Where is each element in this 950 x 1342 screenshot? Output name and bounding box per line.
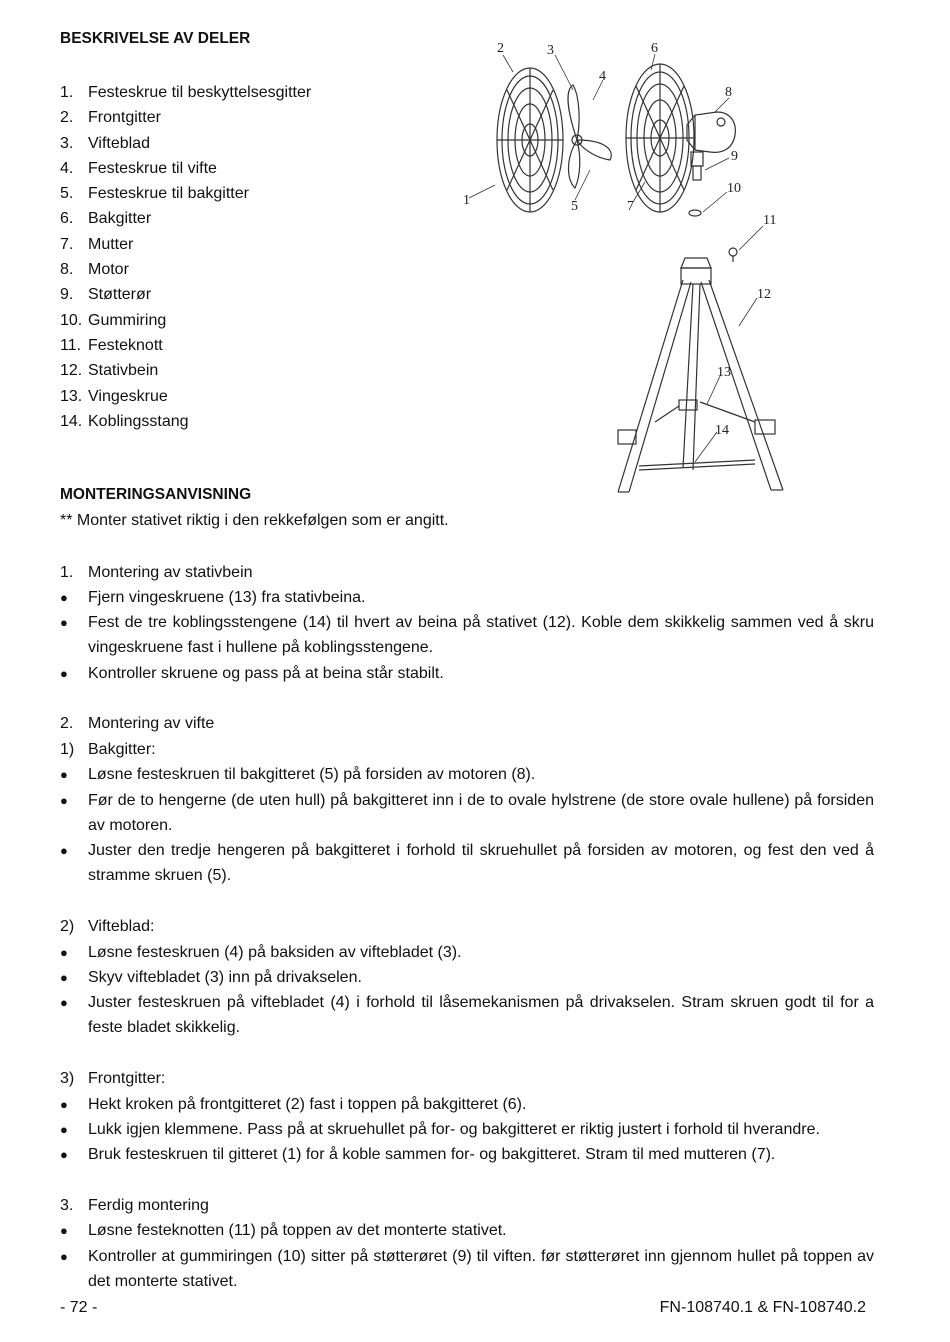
- substep-1-number: 1): [60, 741, 75, 758]
- parts-list-item: [60, 384, 311, 409]
- parts-item-label: Bakgitter: [88, 210, 152, 228]
- substep-1-title: Bakgitter:: [88, 741, 156, 758]
- bullet-marker: ●: [60, 793, 68, 808]
- bullet-marker: ●: [60, 1223, 68, 1238]
- callout-12: 12: [757, 287, 771, 302]
- callout-1: 1: [463, 193, 470, 208]
- parts-item-label: Festeskrue til bakgitter: [88, 185, 249, 203]
- callout-5: 5: [571, 199, 578, 214]
- parts-list-item: [60, 282, 311, 307]
- finish-bullet-2: Kontroller at gummiringen (10) sitter på støtterøret (9) til viften. før støtterøret inn gjennom hullet på toppen av det monterte stativet.: [88, 1248, 874, 1291]
- parts-heading: BESKRIVELSE AV DELER: [60, 30, 251, 47]
- finish-bullet-1: Løsne festeknotten (11) på toppen av det monterte stativet.: [88, 1222, 507, 1239]
- callout-8: 8: [725, 85, 732, 100]
- parts-item-number: 2.: [60, 109, 74, 127]
- front-grille-bullet-1: Hekt kroken på frontgitteret (2) fast i toppen på bakgitteret (6).: [88, 1096, 527, 1113]
- callout-10: 10: [727, 181, 741, 196]
- step-2-number: 2.: [60, 715, 74, 732]
- parts-item-label: Vingeskrue: [88, 387, 168, 405]
- bullet-marker: ●: [60, 1147, 68, 1162]
- parts-item-label: Motor: [88, 261, 129, 279]
- callout-9: 9: [731, 149, 738, 164]
- parts-item-number: 14.: [60, 412, 83, 430]
- rear-grille-bullet-2: Før de to hengerne (de uten hull) på bakgitteret inn i de to ovale hylstrene (de store ovale hullene) på forsiden av motoren.: [88, 792, 874, 835]
- page-number: - 72 -: [60, 1299, 98, 1316]
- parts-list-item: [60, 358, 311, 383]
- callout-7: 7: [627, 199, 634, 214]
- parts-item-label: Festeskrue til vifte: [88, 159, 217, 177]
- callout-14: 14: [715, 423, 729, 438]
- step-1-bullet-2: Fest de tre koblingsstengene (14) til hvert av beina på stativet (12). Koble dem skikkelig sammen ved å skru vingeskruene fast i hullene på koblingsstengene.: [88, 614, 874, 657]
- parts-list-item: [60, 156, 311, 181]
- callout-labels: [463, 41, 776, 438]
- parts-list-item: [60, 181, 311, 206]
- parts-item-number: 4.: [60, 159, 74, 177]
- parts-item-number: 7.: [60, 235, 74, 253]
- rear-grille-bullet-3: Juster den tredje hengeren på bakgitteret i forhold til skruehullet på forsiden av motoren, og fest den ved å stramme skruen (5).: [88, 842, 874, 885]
- parts-list-item: [60, 80, 311, 105]
- callout-lines: [469, 54, 763, 462]
- step-2-title: Montering av vifte: [88, 715, 215, 732]
- bullet-marker: ●: [60, 615, 68, 630]
- step-1-title: Montering av stativbein: [88, 564, 253, 581]
- callout-6: 6: [651, 41, 658, 56]
- parts-list-item: [60, 257, 311, 282]
- step-1-bullet-1: Fjern vingeskruene (13) fra stativbeina.: [88, 589, 366, 606]
- substep-2-number: 2): [60, 918, 75, 935]
- substep-3-title: Frontgitter:: [88, 1070, 166, 1087]
- bullet-marker: ●: [60, 945, 68, 960]
- parts-item-label: Støtterør: [88, 286, 152, 304]
- parts-list-item: [60, 333, 311, 358]
- substep-3-number: 3): [60, 1070, 75, 1087]
- bullet-marker: ●: [60, 1249, 68, 1264]
- knob-drawing: [729, 248, 737, 262]
- assembly-note: ** Monter stativet riktig i den rekkefølgen som er angitt.: [60, 512, 449, 529]
- parts-item-label: Mutter: [88, 235, 134, 253]
- bullet-marker: ●: [60, 767, 68, 782]
- front-grille-bullet-2: Lukk igjen klemmene. Pass på at skruehullet på for- og bakgitteret er riktig justert i forhold til hverandre.: [88, 1121, 820, 1138]
- parts-item-label: Festeskrue til beskyttelsesgitter: [88, 84, 312, 101]
- parts-item-label: Koblingsstang: [88, 412, 189, 430]
- parts-item-number: 10.: [60, 311, 83, 329]
- bullet-marker: ●: [60, 970, 68, 985]
- parts-item-number: 9.: [60, 286, 74, 304]
- callout-4: 4: [599, 69, 606, 84]
- bullet-marker: ●: [60, 995, 68, 1010]
- rubber-ring-drawing: [689, 210, 701, 216]
- parts-list-item: [60, 131, 311, 156]
- front-grille-drawing: [497, 68, 563, 212]
- substep-2-title: Vifteblad:: [88, 918, 155, 935]
- callout-11: 11: [763, 213, 777, 228]
- bullet-marker: ●: [60, 666, 68, 681]
- callout-3: 3: [547, 43, 554, 58]
- parts-item-label: Stativbein: [88, 362, 159, 380]
- parts-list-item: [60, 409, 311, 434]
- assembly-heading: MONTERINGSANVISNING: [60, 486, 252, 503]
- parts-item-number: 6.: [60, 210, 74, 228]
- fan-blade-bullet-3: Juster festeskruen på viftebladet (4) i forhold til låsemekanismen på drivakselen. Stram skruen godt til for a feste bladet skikkelig.: [88, 994, 874, 1037]
- parts-list: [60, 80, 311, 434]
- step-1-number: 1.: [60, 564, 74, 581]
- parts-item-number: 13.: [60, 387, 83, 405]
- fan-blade-bullet-1: Løsne festeskruen (4) på baksiden av viftebladet (3).: [88, 944, 462, 961]
- parts-item-number: 5.: [60, 185, 74, 203]
- parts-list-item: [60, 105, 311, 130]
- rear-grille-bullet-1: Løsne festeskruen til bakgitteret (5) på forsiden av motoren (8).: [88, 766, 536, 783]
- step-3-number: 3.: [60, 1197, 74, 1214]
- bullet-marker: ●: [60, 843, 68, 858]
- fan-blade-bullet-2: Skyv viftebladet (3) inn på drivakselen.: [88, 969, 362, 986]
- front-grille-bullet-3: Bruk festeskruen til gitteret (1) for å koble sammen for- og bakgitteret. Stram til med mutteren (7).: [88, 1146, 776, 1163]
- callout-2: 2: [497, 41, 504, 56]
- bullet-marker: ●: [60, 590, 68, 605]
- parts-item-number: 3.: [60, 134, 74, 152]
- parts-item-label: Festeknott: [88, 336, 163, 354]
- parts-item-label: Gummiring: [88, 311, 167, 329]
- parts-list-item: [60, 232, 311, 257]
- parts-item-number: 12.: [60, 362, 83, 380]
- bullet-marker: ●: [60, 1122, 68, 1137]
- rear-grille-drawing: [626, 64, 694, 212]
- step-1-bullet-3: Kontroller skruene og pass på at beina står stabilt.: [88, 665, 444, 682]
- step-3-title: Ferdig montering: [88, 1197, 209, 1214]
- fan-blade-drawing: [568, 85, 611, 188]
- parts-item-label: Vifteblad: [88, 134, 150, 152]
- model-number: FN-108740.1 & FN-108740.2: [659, 1299, 866, 1316]
- parts-item-label: Frontgitter: [88, 109, 161, 127]
- fan-exploded-diagram: [455, 30, 795, 510]
- parts-item-number: 8.: [60, 261, 74, 279]
- bullet-marker: ●: [60, 1097, 68, 1112]
- parts-list-item: [60, 308, 311, 333]
- callout-13: 13: [717, 365, 731, 380]
- parts-list-item: [60, 206, 311, 231]
- parts-item-number: 1.: [60, 84, 74, 101]
- parts-item-number: 11.: [60, 336, 82, 354]
